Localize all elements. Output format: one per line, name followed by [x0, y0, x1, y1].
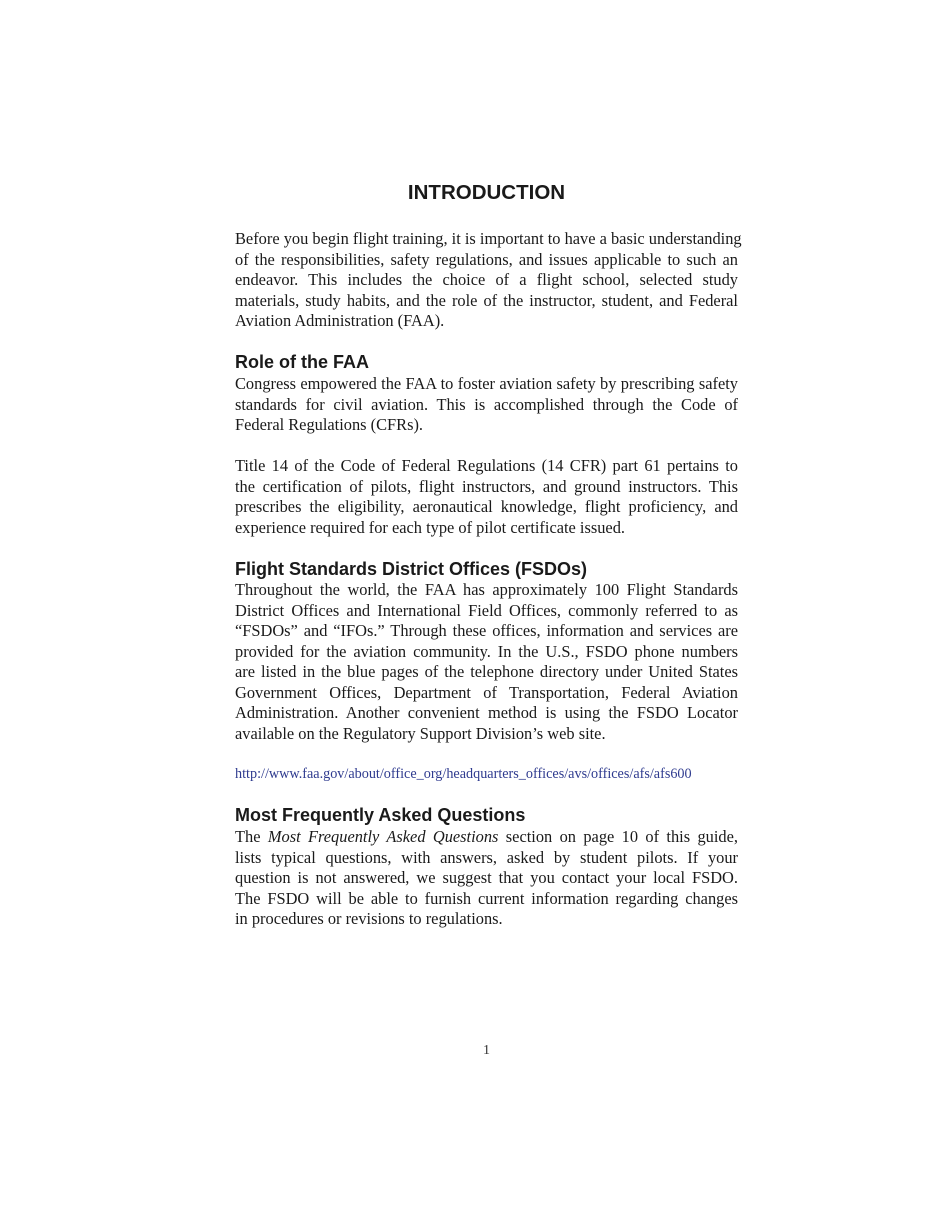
- text-line: The FSDO will be able to furnish current information regarding changes: [235, 888, 738, 908]
- intro-paragraph: [235, 229, 742, 332]
- section-heading-role-of-faa: Role of the FAA: [235, 352, 369, 372]
- section-heading-fsdos: Flight Standards District Offices (FSDOs): [235, 559, 588, 579]
- faq-section-reference: Most Frequently Asked Questions: [267, 827, 499, 846]
- page-number: 1: [483, 1043, 490, 1058]
- text-line-first: [235, 827, 738, 848]
- text-line: question is not answered, we suggest that you contact your local FSDO.: [235, 868, 738, 887]
- text-line: available on the Regulatory Support Division’s web site.: [235, 723, 606, 743]
- text-line: Aviation Administration (FAA).: [235, 311, 445, 330]
- text-line: provided for the aviation community. In the U.S., FSDO phone numbers: [235, 641, 738, 661]
- section-heading-faq: Most Frequently Asked Questions: [235, 805, 526, 825]
- text-line: experience required for each type of pilot certificate issued.: [235, 517, 625, 537]
- fsdos-paragraph: [235, 580, 738, 744]
- text-line: of the responsibilities, safety regulations, and issues applicable to such an: [235, 249, 738, 269]
- fsdo-locator-link[interactable]: http://www.faa.gov/about/office_org/headquarters_offices/avs/offices/afs/afs600: [235, 766, 692, 782]
- text-line: prescribes the eligibility, aeronautical knowledge, flight proficiency, and: [235, 497, 738, 516]
- text-line: Before you begin flight training, it is important to have a basic understanding: [235, 229, 742, 248]
- faq-paragraph: [235, 827, 738, 930]
- text-line: Federal Regulations (CFRs).: [235, 415, 424, 434]
- text-line: Title 14 of the Code of Federal Regulations (14 CFR) part 61 pertains to: [235, 456, 738, 475]
- text-line: endeavor. This includes the choice of a flight school, selected study: [235, 270, 738, 289]
- role-of-faa-paragraph-2: [235, 456, 738, 538]
- page-title: INTRODUCTION: [407, 181, 566, 204]
- text-line: “FSDOs” and “IFOs.” Through these offices, information and services are: [235, 621, 738, 640]
- text-line: are listed in the blue pages of the telephone directory under United States: [235, 662, 738, 681]
- text-line: the certification of pilots, flight instructors, and ground instructors. This: [235, 476, 738, 496]
- faq-suffix: section on page 10 of this guide,: [498, 827, 738, 846]
- text-line: materials, study habits, and the role of the instructor, student, and Federal: [235, 290, 738, 310]
- faq-prefix: The: [235, 827, 268, 846]
- text-line: Throughout the world, the FAA has approximately 100 Flight Standards: [235, 580, 738, 599]
- text-line: in procedures or revisions to regulations.: [235, 909, 503, 928]
- text-line: lists typical questions, with answers, asked by student pilots. If your: [235, 847, 738, 867]
- text-line: District Offices and International Field Offices, commonly referred to as: [235, 600, 738, 620]
- text-line: Administration. Another convenient method is using the FSDO Locator: [235, 703, 738, 722]
- role-of-faa-paragraph-1: [235, 374, 738, 436]
- text-line: Government Offices, Department of Transportation, Federal Aviation: [235, 682, 738, 702]
- text-line: standards for civil aviation. This is accomplished through the Code of: [235, 394, 738, 414]
- text-line: Congress empowered the FAA to foster aviation safety by prescribing safety: [235, 374, 738, 393]
